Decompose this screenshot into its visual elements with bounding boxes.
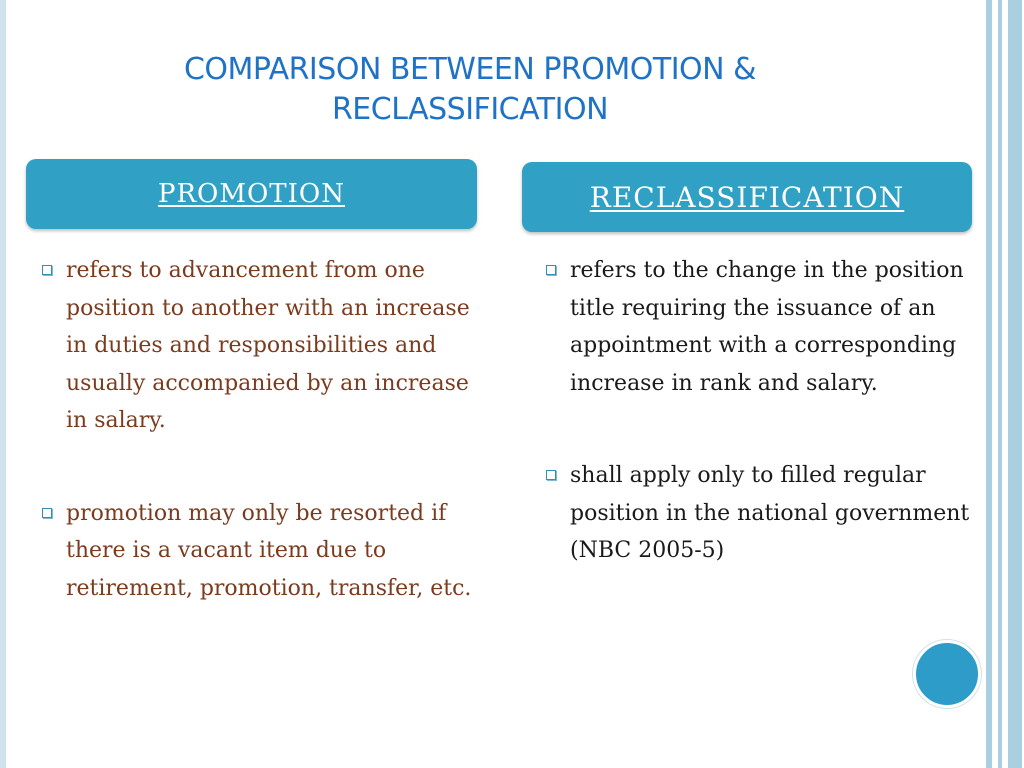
list-item: [34, 252, 474, 440]
promotion-header-label: PROMOTION: [157, 179, 345, 209]
slide-frame-right: [984, 0, 1024, 768]
reclassification-header-label: RECLASSIFICATION: [589, 180, 905, 214]
promotion-header: [26, 159, 477, 229]
reclassification-list: [538, 252, 978, 625]
list-item-text: refers to advancement from one position to another with an increase in duties and responsibilities and usually accompanied by an increase in salary.: [66, 258, 470, 433]
list-item: [34, 495, 474, 608]
square-bullet-icon: [42, 508, 52, 518]
title-line-1: COMPARISON BETWEEN PROMOTION &: [183, 52, 757, 87]
decorative-circle: [913, 640, 981, 708]
square-bullet-icon: [546, 265, 556, 275]
reclassification-header: [522, 162, 972, 232]
list-item-text: refers to the change in the position title requiring the issuance of an appointment with a corresponding increase in rank and salary.: [570, 258, 964, 396]
promotion-list: [34, 252, 474, 662]
list-item: [538, 252, 978, 402]
square-bullet-icon: [546, 470, 556, 480]
slide-frame-left: [0, 0, 6, 768]
square-bullet-icon: [42, 265, 52, 275]
slide-title: [40, 50, 900, 130]
list-item: [538, 457, 978, 570]
list-item-text: shall apply only to filled regular position in the national government (NBC 2005-5): [570, 463, 970, 563]
title-line-2: RECLASSIFICATION: [331, 92, 609, 127]
list-item-text: promotion may only be resorted if there is a vacant item due to retirement, promotion, transfer, etc.: [66, 500, 472, 601]
